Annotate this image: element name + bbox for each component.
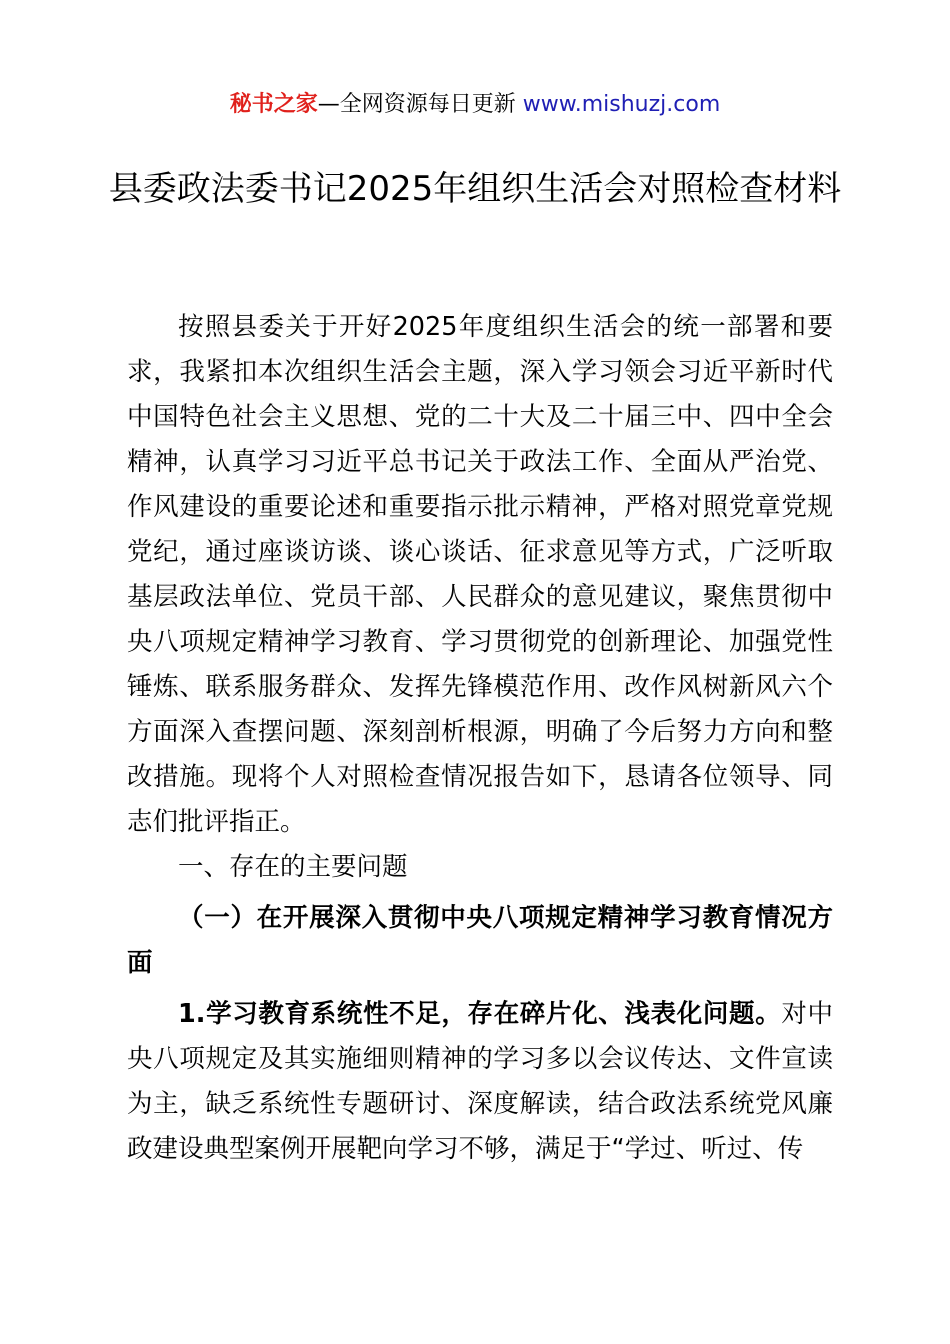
document-title: 县委政法委书记2025年组织生活会对照检查材料 — [108, 169, 842, 209]
section-heading: 一、存在的主要问题 — [178, 852, 408, 882]
site-header — [0, 88, 950, 122]
document-body — [127, 305, 833, 1172]
subsection-heading: （一）在开展深入贯彻中央八项规定精神学习教育情况方面 — [127, 903, 833, 978]
item-paragraph — [127, 992, 833, 1172]
site-brand: 秘书之家 — [229, 92, 318, 117]
item-body: 对中央八项规定及其实施细则精神的学习多以会议传达、文件宣读为主，缺乏系统性专题研讨、深度解读，结合政法系统党风廉政建设典型案例开展靶向学习不够，满足于“学过、听过、传 — [127, 999, 833, 1164]
item-heading: 1.学习教育系统性不足，存在碎片化、浅表化问题。 — [178, 999, 782, 1029]
site-tagline: —全网资源每日更新 — [317, 92, 523, 117]
site-url-link[interactable]: www.mishuzj.com — [522, 92, 721, 117]
intro-paragraph: 按照县委关于开好2025年度组织生活会的统一部署和要求，我紧扣本次组织生活会主题，深入学习领会习近平新时代中国特色社会主义思想、党的二十大及二十届三中、四中全会精神，认真学习习近平总书记关于政法工作、全面从严治党、作风建设的重要论述和重要指示批示精神，严格对照党章党规党纪，通过座谈访谈、谈心谈话、征求意见等方式，广泛听取基层政法单位、党员干部、人民群众的意见建议，聚焦贯彻中央八项规定精神学习教育、学习贯彻党的创新理论、加强党性锤炼、联系服务群众、发挥先锋模范作用、改作风树新风六个方面深入查摆问题、深刻剖析根源，明确了今后努力方向和整改措施。现将个人对照检查情况报告如下，恳请各位领导、同志们批评指正。 — [127, 312, 833, 837]
